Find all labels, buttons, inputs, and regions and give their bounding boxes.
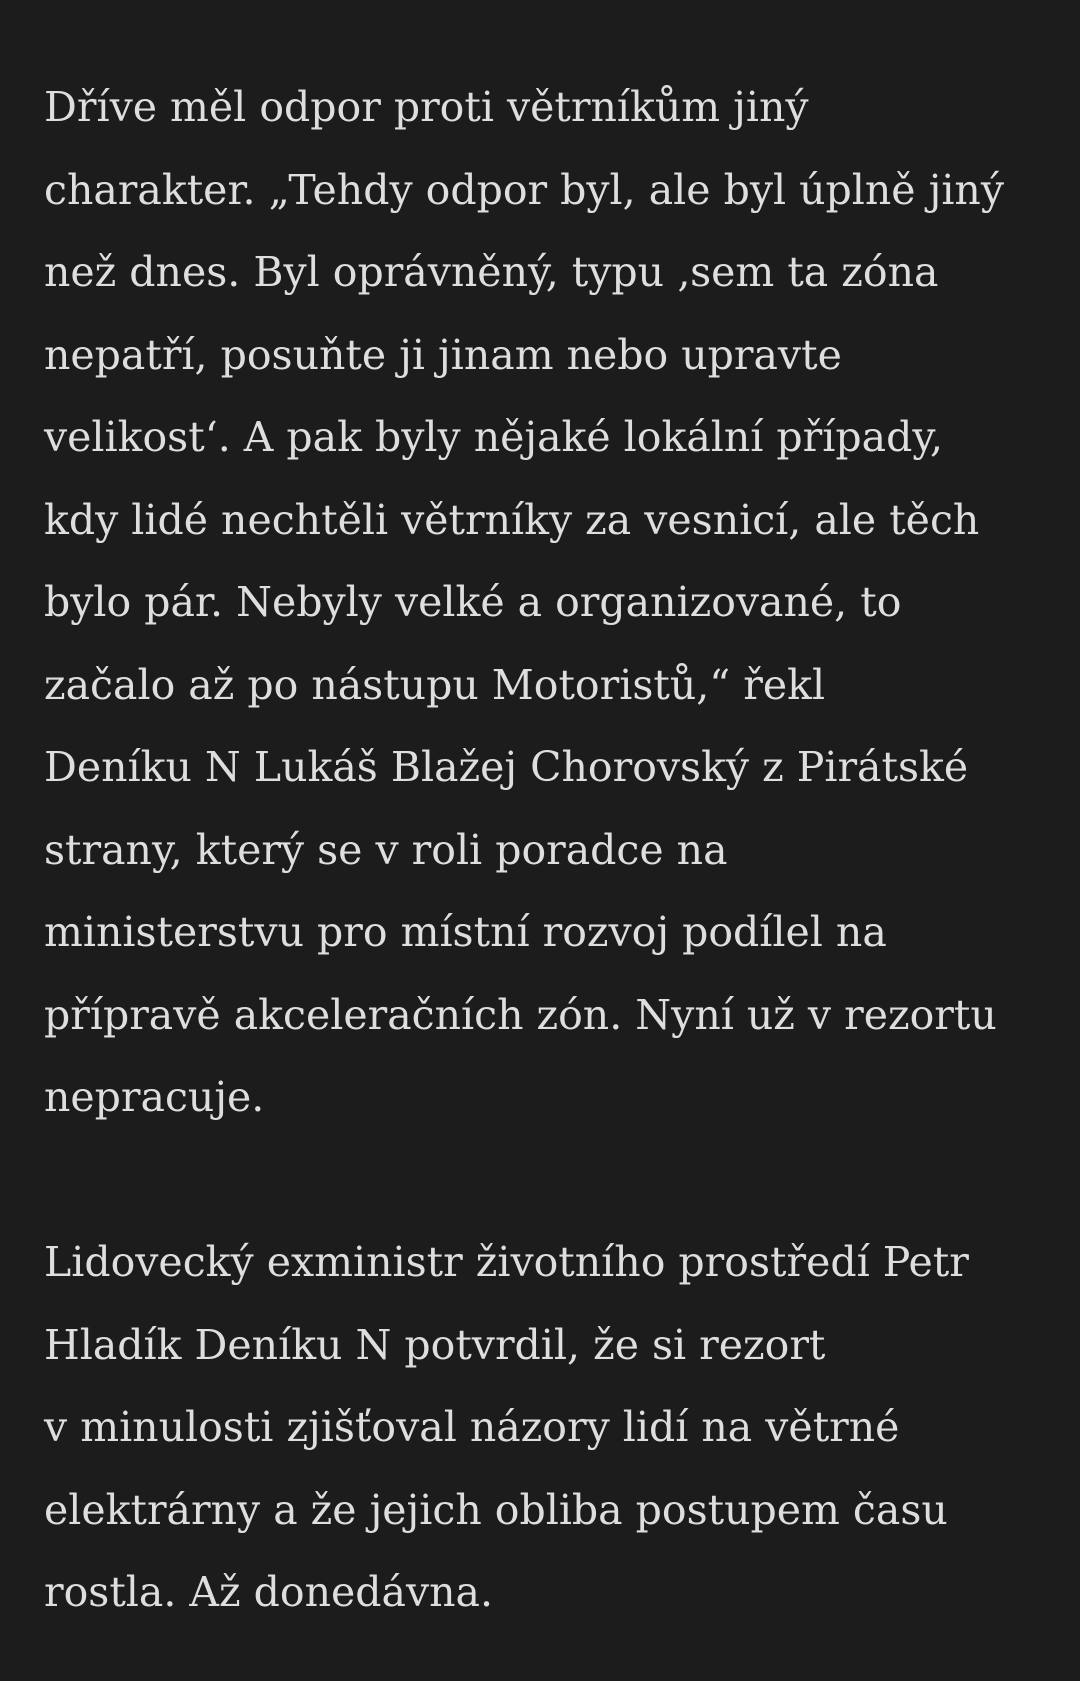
paragraph-line: Deníku N Lukáš Blažej Chorovský z Pirátské bbox=[44, 743, 969, 791]
paragraph-line: elektrárny a že jejich obliba postupem času bbox=[44, 1485, 948, 1534]
paragraph-line: kdy lidé nechtěli větrníky za vesnicí, ale těch bbox=[44, 495, 980, 544]
paragraph-line: ministerstvu pro místní rozvoj podílel na bbox=[44, 908, 887, 956]
paragraph-line: Lidovecký exministr životního prostředí Petr bbox=[44, 1238, 969, 1286]
paragraph-line: strany, který se v roli poradce na bbox=[44, 825, 728, 874]
article-body bbox=[44, 66, 1054, 1634]
article-paragraph-1 bbox=[44, 66, 1054, 1139]
paragraph-line: rostla. Až donedávna. bbox=[44, 1568, 493, 1616]
paragraph-line: bylo pár. Nebyly velké a organizované, to bbox=[44, 578, 902, 626]
paragraph-line: začalo až po nástupu Motoristů,“ řekl bbox=[44, 660, 826, 709]
paragraph-line: charakter. „Tehdy odpor byl, ale byl úplně jiný bbox=[44, 165, 1004, 214]
paragraph-line: Hladík Deníku N potvrdil, že si rezort bbox=[44, 1320, 826, 1369]
paragraph-line: velikost‘. A pak byly nějaké lokální případy, bbox=[44, 413, 944, 461]
paragraph-line: přípravě akceleračních zón. Nyní už v rezortu bbox=[44, 990, 997, 1039]
paragraph-line: než dnes. Byl oprávněný, typu ‚sem ta zóna bbox=[44, 248, 939, 296]
article-paragraph-2 bbox=[44, 1221, 1054, 1634]
paragraph-line: Dříve měl odpor proti větrníkům jiný bbox=[44, 83, 809, 131]
paragraph-line: nepatří, posuňte ji jinam nebo upravte bbox=[44, 330, 842, 379]
paragraph-line: v minulosti zjišťoval názory lidí na větrné bbox=[44, 1403, 900, 1451]
paragraph-line: nepracuje. bbox=[44, 1073, 265, 1121]
paragraph-spacer bbox=[44, 1139, 1054, 1222]
